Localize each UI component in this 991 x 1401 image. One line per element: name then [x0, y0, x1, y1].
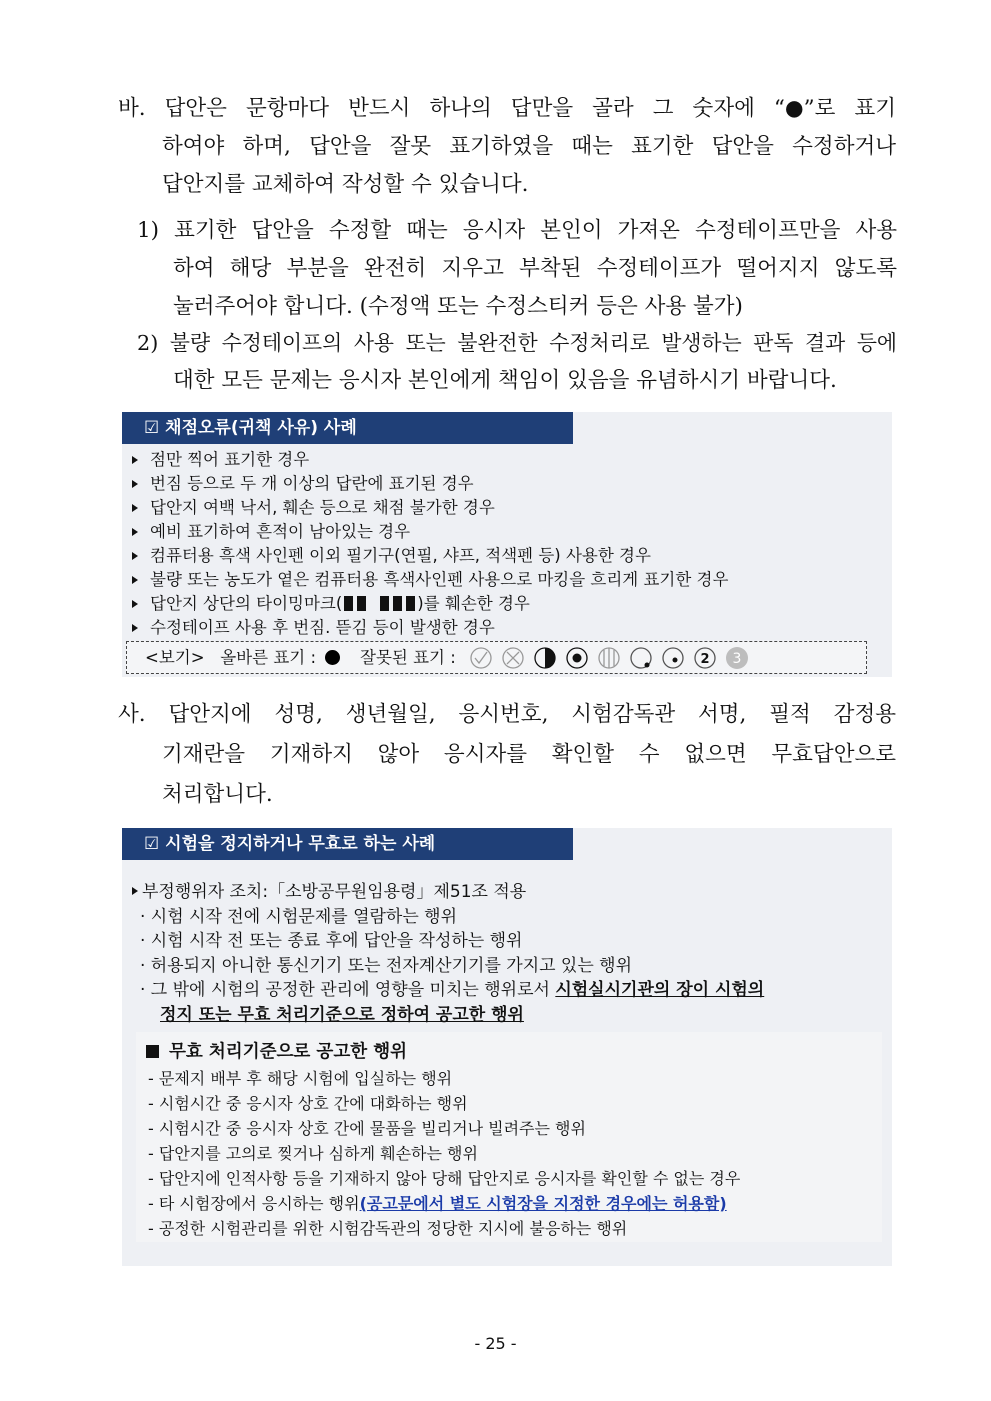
list-item: 컴퓨터용 흑색 사인펜 이외 필기구(연필, 샤프, 적색펜 등) 사용한 경우	[132, 544, 728, 568]
list-item: · 그 밖에 시험의 공정한 관리에 영향을 미치는 행위로서 시험실시기관의 장이 시험의	[140, 980, 765, 1000]
box-title: ☑ 채점오류(귀책 사유) 사례	[122, 412, 573, 444]
list-item: - 타 시험장에서 응시하는 행위(공고문에서 별도 시험장을 지정한 경우에는 허용함)	[148, 1194, 727, 1213]
list-item: 번짐 등으로 두 개 이상의 답란에 표기된 경우	[132, 472, 728, 496]
list-item: 불량 또는 농도가 옅은 컴퓨터용 흑색사인펜 사용으로 마킹을 흐리게 표기한 경우	[132, 568, 728, 592]
triangle-bullet-icon	[132, 528, 138, 536]
triangle-bullet-icon	[132, 456, 138, 464]
list-item: · 시험 시작 전에 시험문제를 열람하는 행위	[140, 906, 458, 927]
list-item: 답안지 상단의 타이밍마크( )를 훼손한 경우	[132, 592, 728, 616]
list-item: 점만 찍어 표기한 경우	[132, 448, 728, 472]
wrong-label: 잘못된 표기 :	[360, 648, 456, 667]
box-title: ☑ 시험을 정지하거나 무효로 하는 사례	[122, 828, 573, 860]
text-line: 하여야 하며, 답안을 잘못 표기하였을 때는 표기한 답안을 수정하거나	[162, 134, 896, 159]
text-line: 2) 불량 수정테이프의 사용 또는 불완전한 수정처리로 발생하는 판독 결과 등에	[137, 331, 897, 355]
list-item-continuation: 정지 또는 무효 처리기준으로 정하여 공고한 행위	[160, 1004, 524, 1025]
grading-error-box	[122, 412, 892, 677]
text-line: 기재란을 기재하지 않아 응시자를 확인할 수 없으면 무효답안으로	[162, 742, 896, 767]
black-square-icon	[146, 1045, 159, 1058]
list-item: · 허용되지 아니한 통신기기 또는 전자계산기기를 가지고 있는 행위	[140, 955, 633, 976]
criteria-list	[148, 1066, 740, 1241]
text-line: 처리합니다.	[162, 782, 273, 807]
exam-invalidation-box	[122, 828, 892, 1266]
text-line: 바. 답안은 문항마다 반드시 하나의 답만을 골라 그 숫자에 “●”로 표기	[118, 96, 896, 121]
svg-text:2: 2	[700, 651, 710, 667]
sub-item-2	[137, 324, 897, 400]
list-item: 수정테이프 사용 후 번짐. 뜯김 등이 발생한 경우	[132, 616, 728, 640]
list-item: - 시험시간 중 응시자 상호 간에 대화하는 행위	[148, 1094, 468, 1113]
marking-example-box	[126, 641, 867, 674]
grading-error-list	[132, 448, 728, 640]
example-label: <보기>	[145, 648, 205, 667]
triangle-bullet-icon	[132, 576, 138, 584]
list-item: - 문제지 배부 후 해당 시험에 입실하는 행위	[148, 1069, 453, 1088]
timing-mark-icon	[342, 594, 417, 613]
svg-text:3: 3	[732, 650, 742, 667]
invalidation-criteria-box	[136, 1032, 882, 1242]
wrong-marks-icon	[469, 646, 761, 670]
instruction-ba	[118, 90, 896, 204]
text-line: 대한 모든 문제는 응시자 본인에게 책임이 있음을 유념하시기 바랍니다.	[173, 368, 837, 393]
text-line: 사. 답안지에 성명, 생년월일, 응시번호, 시험감독관 서명, 필적 감정용	[118, 702, 896, 727]
list-item: - 공정한 시험관리를 위한 시험감독관의 정당한 지시에 불응하는 행위	[148, 1219, 628, 1238]
triangle-bullet-icon	[132, 480, 138, 488]
triangle-bullet-icon	[132, 887, 138, 895]
page-number: - 25 -	[474, 1334, 517, 1353]
filled-circle-icon	[325, 650, 340, 665]
triangle-bullet-icon	[132, 552, 138, 560]
instruction-sa	[118, 695, 896, 815]
list-item: 답안지 여백 낙서, 훼손 등으로 채점 불가한 경우	[132, 496, 728, 520]
text-line: 1) 표기한 답안을 수정할 때는 응시자 본인이 가져온 수정테이프만을 사용	[137, 218, 897, 243]
invalidation-content	[132, 880, 887, 1027]
list-item: - 답안지를 고의로 찢거나 심하게 훼손하는 행위	[148, 1144, 478, 1163]
text-line: 답안지를 교체하여 작성할 수 있습니다.	[162, 172, 529, 197]
list-item: · 시험 시작 전 또는 종료 후에 답안을 작성하는 행위	[140, 931, 523, 951]
triangle-bullet-icon	[132, 504, 138, 512]
text-line: 하여 해당 부분을 완전히 지우고 부착된 수정테이프가 떨어지지 않도록	[173, 256, 897, 281]
misconduct-heading: 부정행위자 조치:「소방공무원임용령」제51조 적용	[132, 880, 887, 905]
text-line: 눌러주어야 합니다. (수정액 또는 수정스티커 등은 사용 불가)	[173, 294, 743, 319]
list-item: - 시험시간 중 응시자 상호 간에 물품을 빌리거나 빌려주는 행위	[148, 1119, 586, 1138]
list-item: - 답안지에 인적사항 등을 기재하지 않아 당해 답안지로 응시자를 확인할 수 없는 경우	[148, 1169, 741, 1188]
criteria-title: 무효 처리기준으로 공고한 행위	[146, 1038, 407, 1063]
list-item: 예비 표기하여 흔적이 남아있는 경우	[132, 520, 728, 544]
correct-label: 올바른 표기 :	[220, 648, 317, 667]
triangle-bullet-icon	[132, 600, 138, 608]
triangle-bullet-icon	[132, 624, 138, 632]
sub-item-1	[137, 212, 897, 326]
